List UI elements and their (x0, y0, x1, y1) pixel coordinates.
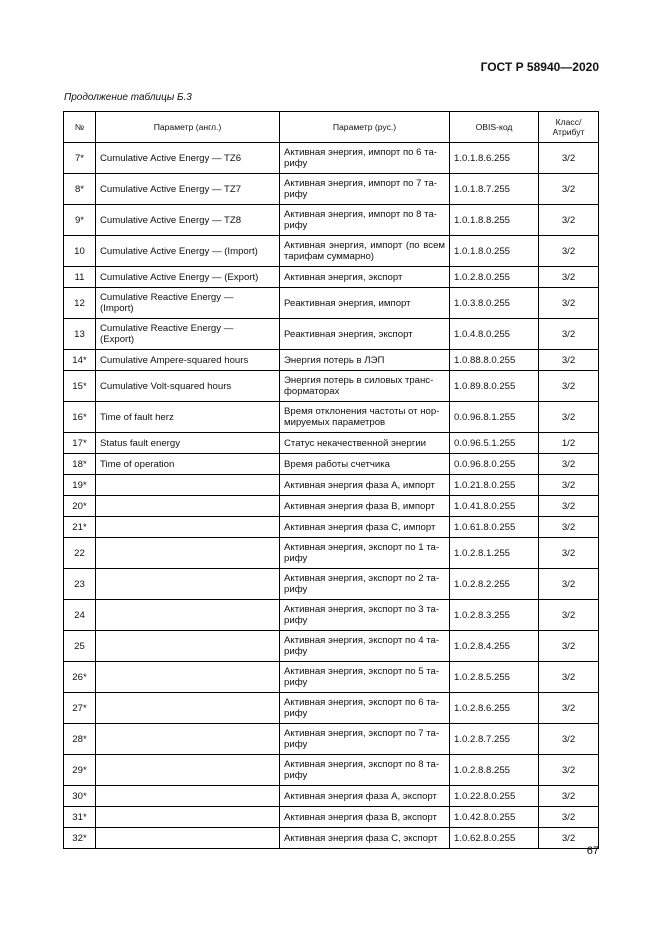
obis-code-cell: 1.0.1.8.8.255 (450, 205, 539, 236)
header-param-en: Параметр (англ.) (96, 112, 280, 143)
obis-code-cell: 1.0.42.8.0.255 (450, 807, 539, 828)
param-ru-cell: Энергия потерь в силовых транс- форматорах (280, 371, 450, 402)
param-en-cell: Cumulative Active Energy — TZ7 (96, 174, 280, 205)
class-attr-cell: 3/2 (539, 693, 599, 724)
param-ru-cell: Активная энергия, импорт по 8 та- рифу (280, 205, 450, 236)
row-number: 22 (64, 538, 96, 569)
row-number: 15* (64, 371, 96, 402)
table-row (64, 631, 599, 662)
row-number: 24 (64, 600, 96, 631)
row-number: 9* (64, 205, 96, 236)
param-en-cell (96, 807, 280, 828)
row-number: 30* (64, 786, 96, 807)
class-attr-cell: 3/2 (539, 205, 599, 236)
param-ru-cell: Активная энергия фаза B, импорт (280, 496, 450, 517)
table-row (64, 569, 599, 600)
param-en-cell (96, 786, 280, 807)
class-attr-cell: 3/2 (539, 143, 599, 174)
param-en-cell: Cumulative Active Energy — (Export) (96, 267, 280, 288)
param-ru-cell: Время отклонения частоты от нор- мируемых параметров (280, 402, 450, 433)
param-ru-cell: Активная энергия, экспорт по 3 та- рифу (280, 600, 450, 631)
row-number: 19* (64, 475, 96, 496)
param-en-cell: Cumulative Reactive Energy — (Export) (96, 319, 280, 350)
obis-code-cell: 1.0.1.8.7.255 (450, 174, 539, 205)
table-row (64, 371, 599, 402)
table-row (64, 807, 599, 828)
param-en-cell: Cumulative Ampere-squared hours (96, 350, 280, 371)
class-attr-cell: 3/2 (539, 174, 599, 205)
obis-code-cell: 1.0.88.8.0.255 (450, 350, 539, 371)
row-number: 20* (64, 496, 96, 517)
class-attr-cell: 3/2 (539, 807, 599, 828)
row-number: 7* (64, 143, 96, 174)
param-ru-cell: Активная энергия фаза А, экспорт (280, 786, 450, 807)
table-caption: Продолжение таблицы Б.3 (64, 92, 192, 103)
class-attr-cell: 3/2 (539, 755, 599, 786)
row-number: 10 (64, 236, 96, 267)
obis-code-cell: 1.0.2.8.0.255 (450, 267, 539, 288)
table-row (64, 174, 599, 205)
class-attr-cell: 3/2 (539, 236, 599, 267)
row-number: 8* (64, 174, 96, 205)
param-ru-cell: Время работы счетчика (280, 454, 450, 475)
row-number: 32* (64, 828, 96, 849)
obis-code-cell: 1.0.2.8.2.255 (450, 569, 539, 600)
class-attr-cell: 3/2 (539, 569, 599, 600)
param-en-cell: Status fault energy (96, 433, 280, 454)
param-en-cell (96, 569, 280, 600)
class-attr-cell: 3/2 (539, 402, 599, 433)
obis-code-cell: 1.0.2.8.7.255 (450, 724, 539, 755)
param-ru-cell: Активная энергия фаза А, импорт (280, 475, 450, 496)
param-en-cell (96, 538, 280, 569)
class-attr-cell: 3/2 (539, 288, 599, 319)
obis-code-cell: 1.0.1.8.6.255 (450, 143, 539, 174)
param-en-cell (96, 662, 280, 693)
param-en-cell (96, 828, 280, 849)
class-attr-cell: 3/2 (539, 538, 599, 569)
param-ru-cell: Статус некачественной энергии (280, 433, 450, 454)
param-en-cell (96, 517, 280, 538)
param-en-cell (96, 496, 280, 517)
param-ru-cell: Активная энергия, экспорт по 2 та- рифу (280, 569, 450, 600)
param-ru-cell: Активная энергия, импорт по 7 та- рифу (280, 174, 450, 205)
header-obis: OBIS-код (450, 112, 539, 143)
param-en-cell: Cumulative Active Energy — TZ8 (96, 205, 280, 236)
table-row (64, 538, 599, 569)
class-attr-cell: 3/2 (539, 600, 599, 631)
obis-code-cell: 1.0.1.8.0.255 (450, 236, 539, 267)
obis-code-cell: 1.0.2.8.1.255 (450, 538, 539, 569)
table-row (64, 475, 599, 496)
class-attr-cell: 3/2 (539, 828, 599, 849)
class-attr-cell: 3/2 (539, 319, 599, 350)
row-number: 26* (64, 662, 96, 693)
param-ru-cell: Активная энергия, импорт по 6 та- рифу (280, 143, 450, 174)
row-number: 11 (64, 267, 96, 288)
header-param-ru: Параметр (рус.) (280, 112, 450, 143)
table-row (64, 662, 599, 693)
param-ru-cell: Активная энергия, импорт (по всем тарифам суммарно) (280, 236, 450, 267)
row-number: 12 (64, 288, 96, 319)
table-row (64, 288, 599, 319)
table-row (64, 402, 599, 433)
row-number: 25 (64, 631, 96, 662)
obis-code-cell: 1.0.2.8.8.255 (450, 755, 539, 786)
class-attr-cell: 3/2 (539, 517, 599, 538)
param-en-cell (96, 631, 280, 662)
obis-code-cell: 0.0.96.5.1.255 (450, 433, 539, 454)
table-row (64, 433, 599, 454)
param-en-cell: Time of operation (96, 454, 280, 475)
obis-code-cell: 1.0.2.8.3.255 (450, 600, 539, 631)
param-ru-cell: Активная энергия, экспорт по 5 та- рифу (280, 662, 450, 693)
param-ru-cell: Активная энергия, экспорт по 8 та- рифу (280, 755, 450, 786)
param-en-cell: Time of fault herz (96, 402, 280, 433)
obis-code-cell: 1.0.61.8.0.255 (450, 517, 539, 538)
param-ru-cell: Реактивная энергия, импорт (280, 288, 450, 319)
param-ru-cell: Активная энергия, экспорт (280, 267, 450, 288)
param-ru-cell: Активная энергия, экспорт по 7 та- рифу (280, 724, 450, 755)
row-number: 17* (64, 433, 96, 454)
table-row (64, 517, 599, 538)
class-attr-cell: 3/2 (539, 496, 599, 517)
param-en-cell: Cumulative Reactive Energy — (Import) (96, 288, 280, 319)
class-attr-cell: 3/2 (539, 631, 599, 662)
obis-code-cell: 1.0.2.8.5.255 (450, 662, 539, 693)
table-row (64, 143, 599, 174)
param-ru-cell: Активная энергия фаза B, экспорт (280, 807, 450, 828)
param-en-cell (96, 755, 280, 786)
obis-code-cell: 1.0.3.8.0.255 (450, 288, 539, 319)
table-row (64, 205, 599, 236)
param-en-cell (96, 724, 280, 755)
row-number: 31* (64, 807, 96, 828)
header-number: № (64, 112, 96, 143)
obis-code-cell: 1.0.89.8.0.255 (450, 371, 539, 402)
obis-code-cell: 1.0.2.8.6.255 (450, 693, 539, 724)
table-row (64, 724, 599, 755)
page-number: 67 (586, 845, 599, 857)
param-en-cell (96, 600, 280, 631)
param-ru-cell: Активная энергия фаза C, экспорт (280, 828, 450, 849)
obis-code-cell: 0.0.96.8.1.255 (450, 402, 539, 433)
param-ru-cell: Активная энергия, экспорт по 1 та- рифу (280, 538, 450, 569)
parameters-table (63, 111, 599, 849)
document-header: ГОСТ Р 58940—2020 (480, 60, 599, 74)
class-attr-cell: 1/2 (539, 433, 599, 454)
row-number: 27* (64, 693, 96, 724)
table-row (64, 496, 599, 517)
class-attr-cell: 3/2 (539, 454, 599, 475)
param-ru-cell: Активная энергия, экспорт по 4 та- рифу (280, 631, 450, 662)
table-row (64, 350, 599, 371)
row-number: 16* (64, 402, 96, 433)
param-en-cell: Cumulative Active Energy — TZ6 (96, 143, 280, 174)
obis-code-cell: 0.0.96.8.0.255 (450, 454, 539, 475)
class-attr-cell: 3/2 (539, 724, 599, 755)
table-row (64, 786, 599, 807)
param-ru-cell: Активная энергия, экспорт по 6 та- рифу (280, 693, 450, 724)
table-row (64, 755, 599, 786)
param-en-cell: Cumulative Active Energy — (Import) (96, 236, 280, 267)
row-number: 29* (64, 755, 96, 786)
obis-code-cell: 1.0.21.8.0.255 (450, 475, 539, 496)
param-en-cell (96, 475, 280, 496)
class-attr-cell: 3/2 (539, 350, 599, 371)
class-attr-cell: 3/2 (539, 267, 599, 288)
param-ru-cell: Активная энергия фаза C, импорт (280, 517, 450, 538)
param-ru-cell: Реактивная энергия, экспорт (280, 319, 450, 350)
table-row (64, 600, 599, 631)
row-number: 14* (64, 350, 96, 371)
param-ru-cell: Энергия потерь в ЛЭП (280, 350, 450, 371)
row-number: 28* (64, 724, 96, 755)
class-attr-cell: 3/2 (539, 786, 599, 807)
row-number: 21* (64, 517, 96, 538)
class-attr-cell: 3/2 (539, 475, 599, 496)
class-attr-cell: 3/2 (539, 371, 599, 402)
class-attr-cell: 3/2 (539, 662, 599, 693)
row-number: 18* (64, 454, 96, 475)
obis-code-cell: 1.0.4.8.0.255 (450, 319, 539, 350)
table-row (64, 236, 599, 267)
table-row (64, 319, 599, 350)
header-class-attr: Класс/ Атрибут (539, 112, 599, 143)
table-row (64, 828, 599, 849)
table-row (64, 267, 599, 288)
row-number: 13 (64, 319, 96, 350)
row-number: 23 (64, 569, 96, 600)
param-en-cell: Cumulative Volt-squared hours (96, 371, 280, 402)
obis-code-cell: 1.0.22.8.0.255 (450, 786, 539, 807)
table-row (64, 693, 599, 724)
obis-code-cell: 1.0.62.8.0.255 (450, 828, 539, 849)
obis-code-cell: 1.0.41.8.0.255 (450, 496, 539, 517)
param-en-cell (96, 693, 280, 724)
table-row (64, 454, 599, 475)
obis-code-cell: 1.0.2.8.4.255 (450, 631, 539, 662)
